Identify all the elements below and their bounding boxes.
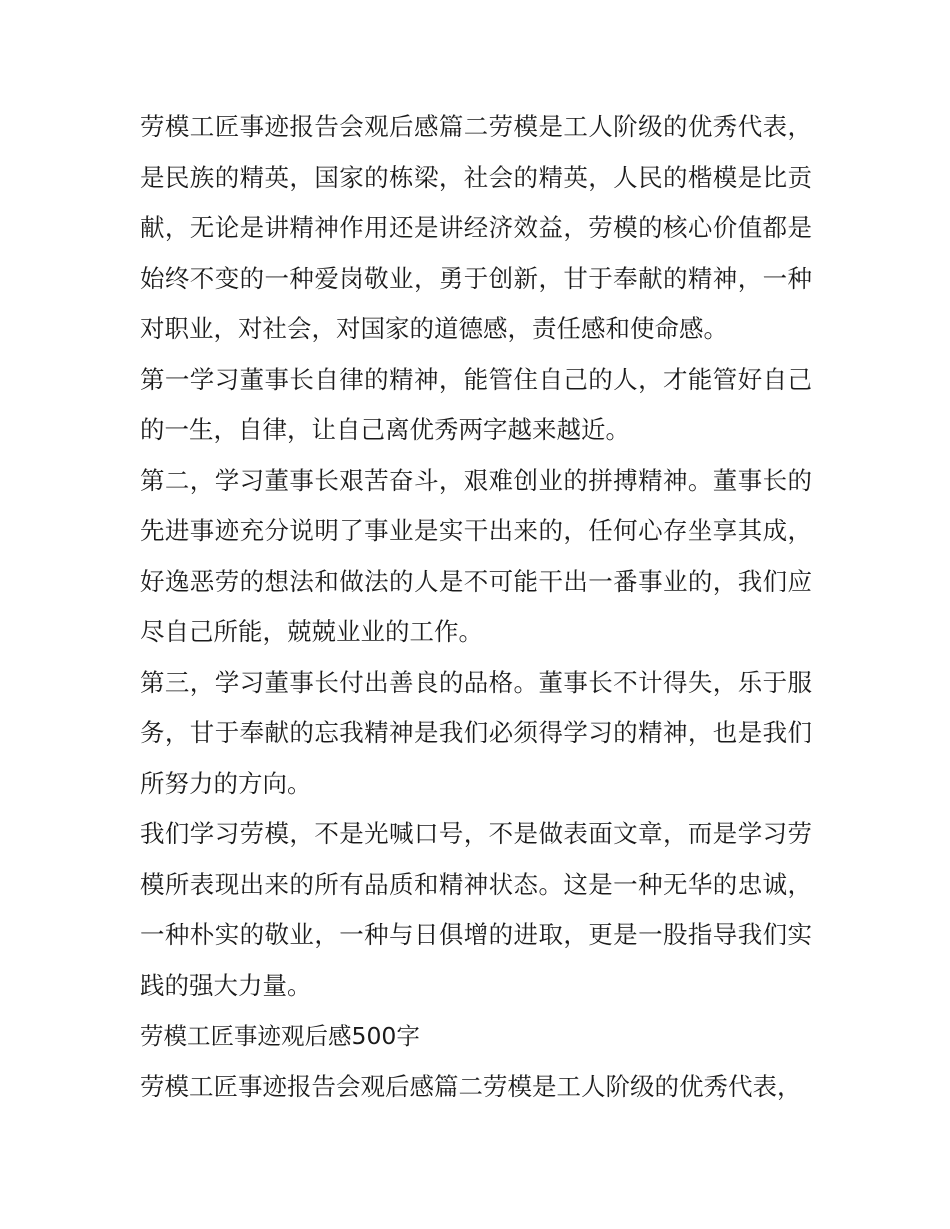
paragraph-first: 第一学习董事长自律的精神，能管住自己的人，才能管好自己的一生，自律，让自己离优秀两字越来越近。 xyxy=(140,364,812,444)
paragraph-conclusion: 我们学习劳模，不是光喊口号，不是做表面文章，而是学习劳模所表现出来的所有品质和精神状态。这是一种无华的忠诚，一种朴实的敬业，一种与日俱增的进取，更是一股指导我们实践的强大力量。 xyxy=(140,819,812,1000)
paragraph-intro: 劳模工匠事迹报告会观后感篇二劳模是工人阶级的优秀代表，是民族的精英，国家的栋梁，社会的精英，人民的楷模是比贡献，无论是讲精神作用还是讲经济效益，劳模的核心价值都是始终不变的一种爱岗敬业，勇于创新，甘于奉献的精神，一种对职业，对社会，对国家的道德感，责任感和使命感。 xyxy=(140,112,812,343)
paragraph-repeat: 劳模工匠事迹报告会观后感篇二劳模是工人阶级的优秀代表， xyxy=(140,1071,802,1101)
document-body xyxy=(140,102,812,1112)
paragraph-second: 第二，学习董事长艰苦奋斗，艰难创业的拼搏精神。董事长的先进事迹充分说明了事业是实干出来的，任何心存坐享其成，好逸恶劳的想法和做法的人是不可能干出一番事业的，我们应尽自己所能，兢兢业业的工作。 xyxy=(140,465,812,646)
paragraph-third: 第三，学习董事长付出善良的品格。董事长不计得失，乐于服务，甘于奉献的忘我精神是我们必须得学习的精神，也是我们所努力的方向。 xyxy=(140,667,812,798)
section-heading: 劳模工匠事迹观后感500字 xyxy=(140,1022,420,1050)
